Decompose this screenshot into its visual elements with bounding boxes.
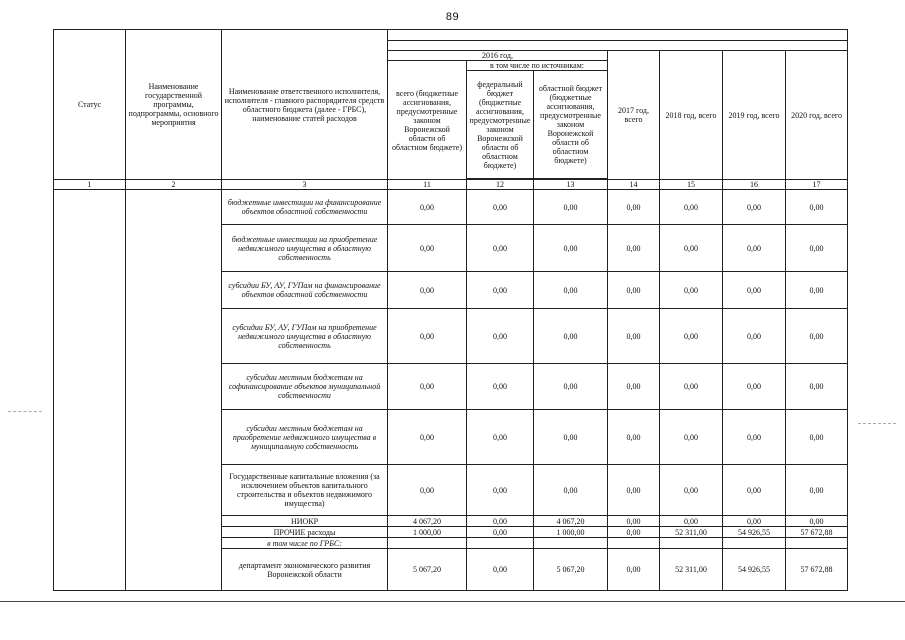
col-index: 12 xyxy=(467,180,534,190)
value-cell: 0,00 xyxy=(608,527,660,538)
value-cell: 0,00 xyxy=(608,272,660,309)
grbs-subheading: в том числе по ГРБС: xyxy=(222,538,388,549)
col-index: 17 xyxy=(786,180,848,190)
value-cell: 0,00 xyxy=(786,364,848,410)
value-cell: 0,00 xyxy=(723,516,786,527)
value-cell: 0,00 xyxy=(608,516,660,527)
value-cell: 0,00 xyxy=(534,190,608,225)
value-cell xyxy=(534,538,608,549)
value-cell: 0,00 xyxy=(534,225,608,272)
value-cell xyxy=(786,538,848,549)
expense-item-name: субсидии БУ, АУ, ГУПам на приобретение недвижимого имущества в областную собственность xyxy=(222,309,388,364)
value-cell: 0,00 xyxy=(534,309,608,364)
value-cell: 0,00 xyxy=(388,364,467,410)
col-index: 11 xyxy=(388,180,467,190)
col-index: 16 xyxy=(723,180,786,190)
value-cell: 0,00 xyxy=(608,190,660,225)
value-cell xyxy=(388,538,467,549)
page-number: 89 xyxy=(445,11,460,23)
value-cell: 0,00 xyxy=(608,225,660,272)
value-cell: 52 311,00 xyxy=(660,527,723,538)
expense-item-name: НИОКР xyxy=(222,516,388,527)
value-cell: 54 926,55 xyxy=(723,549,786,591)
expense-item-name: субсидии местным бюджетам на приобретение недвижимого имущества в муниципальную собственность xyxy=(222,410,388,465)
value-cell: 54 926,55 xyxy=(723,527,786,538)
value-cell: 0,00 xyxy=(467,549,534,591)
value-cell: 52 311,00 xyxy=(660,549,723,591)
program-cell xyxy=(126,190,222,591)
expense-item-name: субсидии БУ, АУ, ГУПам на финансирование объектов областной собственности xyxy=(222,272,388,309)
value-cell: 0,00 xyxy=(608,465,660,516)
value-cell: 0,00 xyxy=(723,410,786,465)
value-cell: 5 067,20 xyxy=(388,549,467,591)
value-cell: 0,00 xyxy=(467,272,534,309)
value-cell xyxy=(660,538,723,549)
expense-item-name: бюджетные инвестиции на приобретение недвижимого имущества в областную собственность xyxy=(222,225,388,272)
value-cell: 0,00 xyxy=(467,465,534,516)
expense-item-name: департамент экономического развития Воронежской области xyxy=(222,549,388,591)
value-cell: 0,00 xyxy=(723,272,786,309)
col-index: 14 xyxy=(608,180,660,190)
value-cell: 0,00 xyxy=(786,516,848,527)
value-cell: 0,00 xyxy=(388,225,467,272)
value-cell: 0,00 xyxy=(660,309,723,364)
value-cell: 0,00 xyxy=(388,272,467,309)
value-cell: 0,00 xyxy=(723,190,786,225)
value-cell: 4 067,20 xyxy=(388,516,467,527)
value-cell xyxy=(723,538,786,549)
value-cell: 0,00 xyxy=(608,309,660,364)
header-2017: 2017 год, всего xyxy=(608,51,660,180)
budget-table xyxy=(53,29,848,591)
header-2020: 2020 год, всего xyxy=(786,51,848,180)
value-cell: 0,00 xyxy=(467,225,534,272)
header-regional: областной бюджет (бюджетные ассигнования, предусмотренные законом Воронежской области об областном бюджете) xyxy=(534,71,608,179)
value-cell: 57 672,88 xyxy=(786,549,848,591)
value-cell: 0,00 xyxy=(786,272,848,309)
value-cell: 0,00 xyxy=(723,465,786,516)
value-cell: 0,00 xyxy=(467,410,534,465)
value-cell: 0,00 xyxy=(534,410,608,465)
value-cell: 5 067,20 xyxy=(534,549,608,591)
expense-item-name: Государственные капитальные вложения (за исключением объектов капитального строительства и объектов недвижимого имущества) xyxy=(222,465,388,516)
expense-item-name: субсидии местным бюджетам на софинансирование объектов муниципальной собственности xyxy=(222,364,388,410)
value-cell: 0,00 xyxy=(660,364,723,410)
value-cell: 0,00 xyxy=(660,272,723,309)
value-cell: 0,00 xyxy=(786,190,848,225)
header-executor-name: Наименование ответственного исполнителя, исполнителя - главного распорядителя средств областного бюджета (далее - ГРБС), наименование статей расходов xyxy=(222,30,388,180)
value-cell: 0,00 xyxy=(786,309,848,364)
value-cell: 0,00 xyxy=(608,549,660,591)
value-cell: 4 067,20 xyxy=(534,516,608,527)
value-cell: 1 000,00 xyxy=(388,527,467,538)
value-cell: 0,00 xyxy=(467,516,534,527)
col-index: 15 xyxy=(660,180,723,190)
value-cell: 0,00 xyxy=(388,309,467,364)
col-index: 13 xyxy=(534,180,608,190)
value-cell: 0,00 xyxy=(467,309,534,364)
value-cell: 0,00 xyxy=(388,465,467,516)
value-cell: 0,00 xyxy=(723,225,786,272)
value-cell: 0,00 xyxy=(660,516,723,527)
col-index: 2 xyxy=(126,180,222,190)
page-bottom-edge xyxy=(0,601,905,602)
value-cell: 0,00 xyxy=(388,190,467,225)
header-year-2016: 2016 год, xyxy=(388,51,608,61)
header-program-name: Наименование государственной программы, подпрограммы, основного мероприятия xyxy=(126,30,222,180)
value-cell: 0,00 xyxy=(467,190,534,225)
header-2018: 2018 год, всего xyxy=(660,51,723,180)
value-cell: 0,00 xyxy=(467,364,534,410)
header-by-sources: в том числе по источникам: xyxy=(467,61,608,71)
value-cell xyxy=(608,538,660,549)
header-top-strip xyxy=(388,30,848,41)
value-cell: 0,00 xyxy=(660,410,723,465)
value-cell xyxy=(467,538,534,549)
header-status: Статус xyxy=(54,30,126,180)
col-index: 3 xyxy=(222,180,388,190)
header-total-2016: всего (бюджетные ассигнования, предусмотренные законом Воронежской области об областном бюджете) xyxy=(388,61,467,180)
scan-mark-right xyxy=(858,423,896,424)
col-index: 1 xyxy=(54,180,126,190)
value-cell: 0,00 xyxy=(467,527,534,538)
value-cell: 0,00 xyxy=(660,465,723,516)
value-cell: 0,00 xyxy=(608,364,660,410)
scan-mark-left xyxy=(8,411,42,412)
value-cell: 0,00 xyxy=(388,410,467,465)
value-cell: 1 000,00 xyxy=(534,527,608,538)
expense-item-name: ПРОЧИЕ расходы xyxy=(222,527,388,538)
status-cell xyxy=(54,190,126,591)
value-cell: 0,00 xyxy=(786,410,848,465)
value-cell: 0,00 xyxy=(660,190,723,225)
value-cell: 0,00 xyxy=(786,225,848,272)
value-cell: 0,00 xyxy=(723,309,786,364)
header-federal: федеральный бюджет (бюджетные ассигнования, предусмотренные законом Воронежской области об областном бюджете) xyxy=(467,71,534,179)
header-2019: 2019 год, всего xyxy=(723,51,786,180)
value-cell: 57 672,88 xyxy=(786,527,848,538)
value-cell: 0,00 xyxy=(608,410,660,465)
header-second-strip xyxy=(388,41,848,51)
value-cell: 0,00 xyxy=(534,364,608,410)
expense-item-name: бюджетные инвестиции на финансирование объектов областной собственности xyxy=(222,190,388,225)
value-cell: 0,00 xyxy=(786,465,848,516)
value-cell: 0,00 xyxy=(534,465,608,516)
value-cell: 0,00 xyxy=(534,272,608,309)
value-cell: 0,00 xyxy=(723,364,786,410)
value-cell: 0,00 xyxy=(660,225,723,272)
